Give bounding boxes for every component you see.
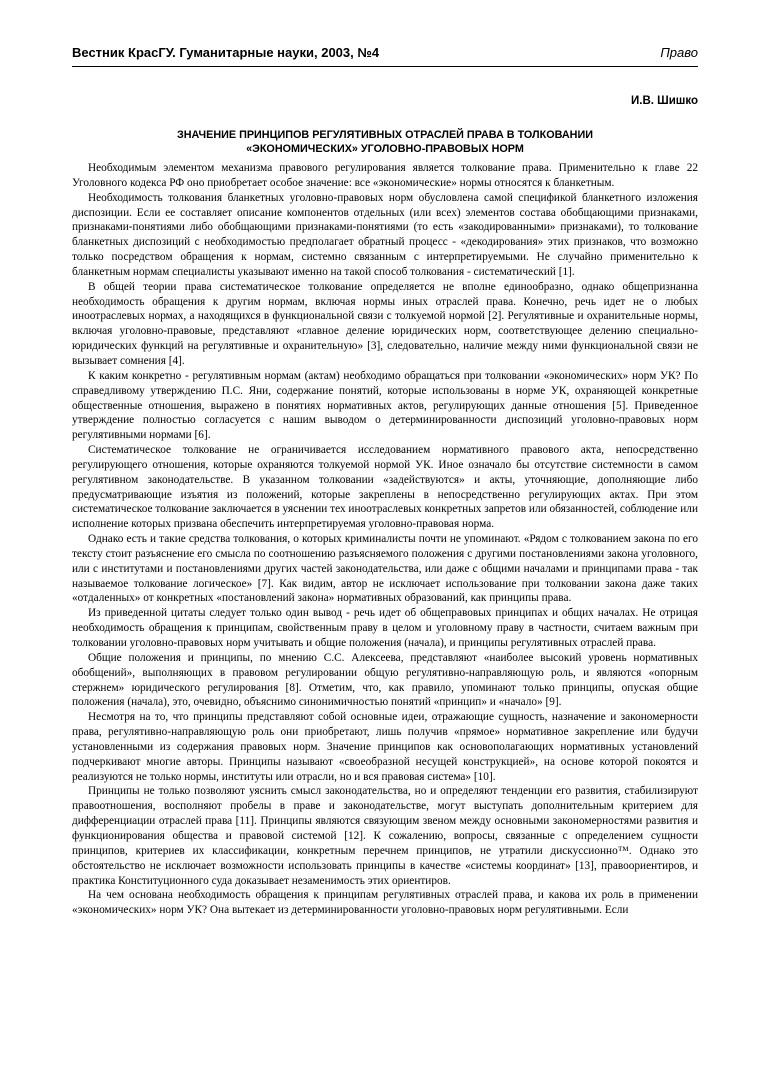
paragraph: Несмотря на то, что принципы представляют собой основные идеи, отражающие сущность, назначение и закономерности права, регулятивно-направляющую роль они приобретают, лишь получив «прямое» нормативное закрепление или будучи установленными из содержания правовых норм. Значение принципов как основополагающих нормативных установлений подчеркивают многие авторы. Принципы называют «своеобразной несущей конструкцией», на основе которой покоятся и реализуются не только нормы, институты или отрасли, но и вся правовая система» [10].	[72, 711, 698, 783]
paragraph: Однако есть и такие средства толкования, о которых криминалисты почти не упоминают. «Рядом с толкованием закона по его тексту стоит разъяснение его смысла по соотношению разъясняемого положения с другими постановлениями закона уголовного, или с институтами и постановлениями других частей законодательства, или даже с общими началами и принципами права - так называемое толкование логическое» [7]. Как видим, автор не исключает использование при толковании закона даже таких «отдаленных» от конкретных «постановлений закона» нормативных образований, как принципы права.	[72, 533, 698, 605]
paragraph: К каким конкретно - регулятивным нормам (актам) необходимо обращаться при толковании «экономических» норм УК? По справедливому утверждению П.С. Яни, содержание понятий, которые использованы в норме УК, охраняющей конкретные общественные отношения, выражено в понятиях нормативных актов, регулирующих данные отношения [5]. Приведенное утверждение полностью согласуется с нашим выводом о детерминированности диспозиций уголовно-правовых норм регулятивными нормами [6].	[72, 369, 698, 442]
article-title	[72, 128, 698, 156]
running-header	[72, 44, 698, 67]
paragraph: Необходимость толкования бланкетных уголовно-правовых норм обусловлена самой спецификой бланкетного изложения диспозиции. Если ее составляет описание компонентов отдельных (или всех) элементов состава обобщающими признаками, признаками-понятиями либо обобщающими признаками-понятиями (то есть «закодированными» признаками), то толкование бланкетных диспозиций с необходимостью предполагает обратный процесс - «декодирования» этих признаков, что возможно только посредством обращения к нормам, системно связанным с интерпретируемыми. Не случайно применительно к бланкетным нормам специалисты указывают именно на такой способ толкования - систематический [1].	[72, 191, 698, 278]
article-body	[72, 161, 698, 918]
paragraph: Систематическое толкование не ограничивается исследованием нормативного правового акта, непосредственно регулирующего отношения, которые охраняются толкуемой нормой УК. Иное означало бы отсутствие системности в самом регулятивном законодательстве. В указанном толковании «задействуются» и акты, уточняющие, дополняющие либо предусматривающие изъятия из положений, которые закреплены в непосредственно регулирующих актах. При этом систематическое толкование заключается в уяснении тех иноотраслевых конкретных запретов или обязанностей, соблюдение или исполнение которых призвана обеспечить интерпретируемая уголовно-правовая норма.	[72, 444, 698, 531]
paragraph: Необходимым элементом механизма правового регулирования является толкование права. Применительно к главе 22 Уголовного кодекса РФ оно приобретает особое значение: все «экономические» нормы относятся к бланкетным.	[72, 162, 698, 189]
paragraph: Из приведенной цитаты следует только один вывод - речь идет об общеправовых принципах и общих началах. Не отрицая необходимость обращения к принципам, свойственным праву в целом и уголовному праву в частности, считаем важным при толковании уголовно-правовых норм учитывать и общие положения (начала), и принципы регулятивных отраслей права.	[72, 607, 698, 649]
journal-title: Вестник КрасГУ. Гуманитарные науки, 2003, №4	[72, 45, 380, 60]
title-line-1: ЗНАЧЕНИЕ ПРИНЦИПОВ РЕГУЛЯТИВНЫХ ОТРАСЛЕЙ ПРАВА В ТОЛКОВАНИИ	[177, 129, 593, 141]
author-name: И.В. Шишко	[631, 95, 698, 107]
paragraph: Общие положения и принципы, по мнению С.С. Алексеева, представляют «наиболее высокий уровень нормативных обобщений», выполняющих в правовом регулировании общую регулятивно-направляющую роль, и являются «опорным стержнем» юридического регулирования [8]. Отметим, что, как правило, упоминают только принципы, опуская общие положения (начала), это, очевидно, объяснимо синонимичностью понятий «принцип» и «начало» [9].	[72, 651, 698, 709]
paragraph: В общей теории права систематическое толкование определяется не вполне единообразно, однако общепризнанна необходимость обращения к другим нормам, включая нормы иных отраслей права. Конечно, речь идет не о любых иноотраслевых нормах, а находящихся в функциональной связи с толкуемой нормой [2]. Регулятивные и охранительные нормы, включая уголовно-правовые, представляют «главное деление юридических норм, соответствующее делению специально-юридических функций на регулятивные и охранительную» [3], следовательно, наличие между ними функциональной связи не вызывает сомнения [4].	[72, 280, 698, 367]
paragraph: Принципы не только позволяют уяснить смысл законодательства, но и определяют тенденции его развития, стабилизируют правоотношения, восполняют пробелы в праве и законодательстве, могут выступать дополнительным критерием для дифференциации отраслей права [11]. Принципы являются связующим звеном между основными закономерностями развития и функционирования общества и правовой системой [12]. К сожалению, вопросы, связанные с определением сущности принципов, критериев их классификации, конкретным перечнем принципов, не утратили дискуссионно™. Однако это обстоятельство не исключает возможности использовать принципы в качестве «системы координат» [13], правоориентиров, и практика Конституционного суда доказывает незаменимость этих ориентиров.	[72, 785, 698, 887]
title-line-2: «ЭКОНОМИЧЕСКИХ» УГОЛОВНО-ПРАВОВЫХ НОРМ	[246, 143, 524, 155]
section-name: Право	[660, 45, 698, 60]
paragraph: На чем основана необходимость обращения к принципам регулятивных отраслей права, и какова их роль в применении «экономических» норм УК? Она вытекает из детерминированности уголовно-правовых норм регулятивными. Если	[72, 889, 698, 917]
